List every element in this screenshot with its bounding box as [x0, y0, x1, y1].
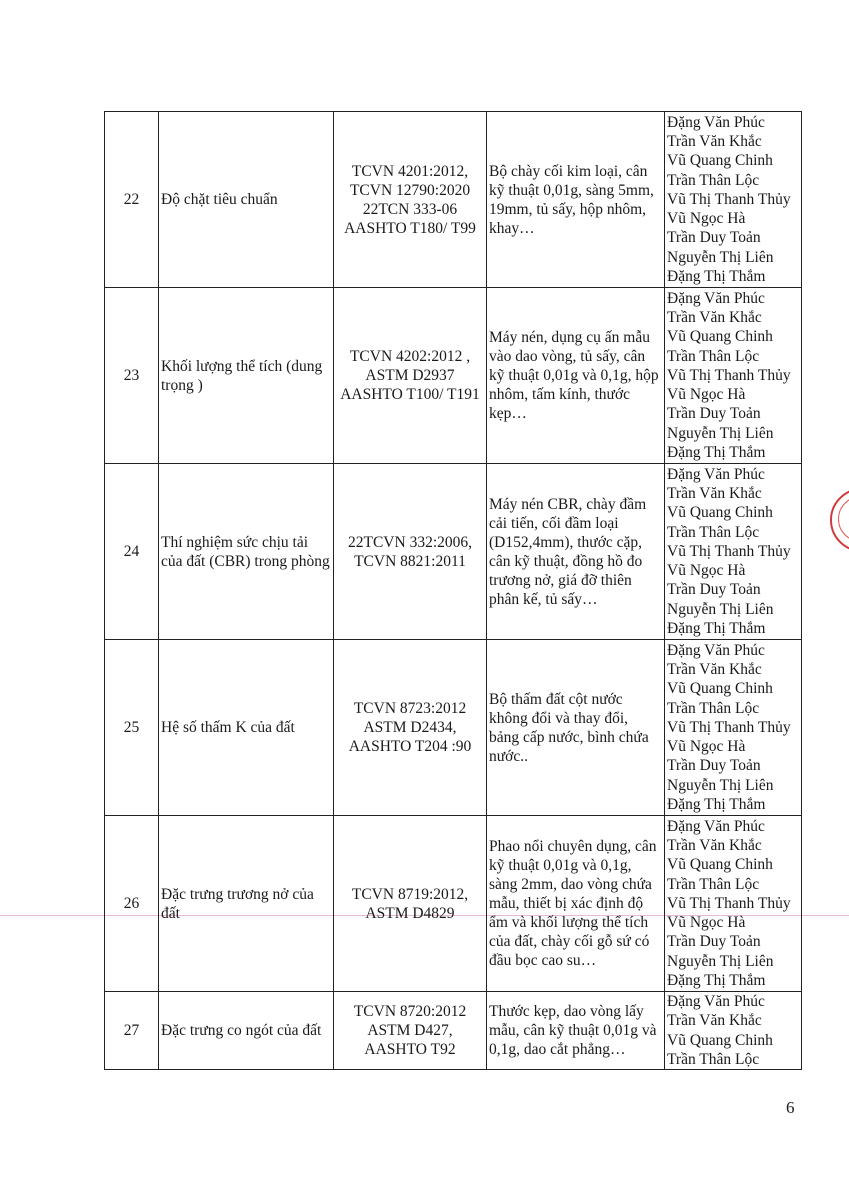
staff-name: Đặng Thị Thắm: [667, 619, 766, 637]
staff-name: Đặng Thị Thắm: [667, 443, 766, 461]
staff-name: Vũ Ngọc Hà: [667, 738, 746, 756]
staff-name: Vũ Quang Chinh: [667, 680, 773, 698]
staff-name: Trần Thân Lộc: [667, 523, 760, 541]
standard-code: ASTM D4829: [365, 904, 455, 922]
table-row: [105, 992, 802, 1070]
staff-name: Vũ Thị Thanh Thủy: [667, 542, 791, 560]
staff-name: Trần Thân Lộc: [667, 1050, 760, 1068]
test-methods-table: [104, 111, 802, 1070]
standard-code: TCVN 12790:2020: [349, 181, 471, 199]
staff-list: [665, 464, 802, 640]
test-name: Hệ số thấm K của đất: [159, 640, 334, 816]
staff-name: Vũ Thị Thanh Thủy: [667, 718, 791, 736]
staff-name: Vũ Quang Chinh: [667, 856, 773, 874]
staff-list: [665, 640, 802, 816]
staff-name: Trần Duy Toản: [667, 581, 761, 599]
row-number: 26: [105, 816, 159, 992]
standard-code: 22TCVN 332:2006,: [348, 533, 472, 551]
equipment-description: Máy nén CBR, chày đầm cải tiến, cối đầm loại (D152,4mm), thước cặp, cân kỹ thuật, đồng hồ đo trương nở, giá đỡ thiên phân kế, tủ sấy…: [487, 464, 665, 640]
staff-name: Trần Văn Khắc: [667, 309, 762, 327]
row-number: 27: [105, 992, 159, 1070]
staff-name: Nguyễn Thị Liên: [667, 248, 774, 266]
staff-name: Vũ Ngọc Hà: [667, 914, 746, 932]
staff-name: Đặng Văn Phúc: [667, 290, 765, 308]
standards-cell: [334, 816, 487, 992]
staff-name: Trần Duy Toản: [667, 757, 761, 775]
standard-code: TCVN 8723:2012: [353, 700, 467, 717]
standard-code: ASTM D2937: [365, 367, 455, 384]
staff-name: Trần Thân Lộc: [667, 875, 760, 893]
staff-name: Đặng Văn Phúc: [667, 642, 765, 660]
staff-name: Trần Thân Lộc: [667, 171, 760, 189]
staff-name: Đặng Thị Thắm: [667, 795, 766, 813]
staff-name: Trần Văn Khắc: [667, 133, 762, 151]
staff-name: Trần Văn Khắc: [667, 837, 762, 855]
standard-code: AASHTO T100/ T191: [340, 386, 480, 403]
staff-name: Nguyễn Thị Liên: [667, 776, 774, 794]
standard-code: TCVN 8720:2012: [353, 1003, 467, 1020]
standard-code: TCVN 4202:2012 ,: [349, 348, 471, 365]
staff-name: Vũ Thị Thanh Thủy: [667, 894, 791, 912]
table-row: [105, 288, 802, 464]
test-name: Khối lượng thể tích (dung trọng ): [159, 288, 334, 464]
row-number: 22: [105, 112, 159, 288]
standards-cell: [334, 464, 487, 640]
staff-name: Đặng Văn Phúc: [667, 466, 765, 484]
staff-list: [665, 992, 802, 1070]
staff-name: Trần Thân Lộc: [667, 347, 760, 365]
staff-name: Nguyễn Thị Liên: [667, 424, 774, 442]
staff-name: Trần Duy Toản: [667, 405, 761, 423]
standards-cell: [334, 992, 487, 1070]
test-name: Đặc trưng co ngót của đất: [159, 992, 334, 1070]
staff-name: Trần Văn Khắc: [667, 661, 762, 679]
staff-name: Nguyễn Thị Liên: [667, 600, 774, 618]
table-row: [105, 464, 802, 640]
standard-code: AASHTO T204 :90: [348, 738, 472, 755]
equipment-description: Máy nén, dụng cụ ấn mẫu vào dao vòng, tủ sấy, cân kỹ thuật 0,01g và 0,1g, hộp nhôm, tấm kính, thước kẹp…: [487, 288, 665, 464]
test-name: Đặc trưng trương nở của đất: [159, 816, 334, 992]
standard-code: AASHTO T180/ T99: [344, 219, 476, 237]
equipment-description: Bộ thấm đất cột nước không đổi và thay đổi, bảng cấp nước, bình chứa nước..: [487, 640, 665, 816]
test-name: Độ chặt tiêu chuẩn: [159, 112, 334, 288]
staff-name: Trần Văn Khắc: [667, 1012, 762, 1030]
equipment-description: Thước kẹp, dao vòng lấy mẫu, cân kỹ thuật 0,01g và 0,1g, dao cắt phẳng…: [487, 992, 665, 1070]
staff-name: Vũ Ngọc Hà: [667, 562, 746, 580]
staff-name: Vũ Ngọc Hà: [667, 210, 746, 228]
staff-list: [665, 816, 802, 992]
equipment-description: Bộ chày cối kim loại, cân kỹ thuật 0,01g, sàng 5mm, 19mm, tủ sấy, hộp nhôm, khay…: [487, 112, 665, 288]
table-row: [105, 640, 802, 816]
standard-code: ASTM D427,: [367, 1022, 453, 1039]
table-row: [105, 112, 802, 288]
standard-code: 22TCN 333-06: [362, 200, 458, 218]
staff-name: Vũ Ngọc Hà: [667, 386, 746, 404]
row-number: 23: [105, 288, 159, 464]
standard-code: TCVN 8821:2011: [354, 552, 466, 570]
standards-cell: [334, 640, 487, 816]
staff-name: Vũ Thị Thanh Thủy: [667, 190, 791, 208]
staff-name: Vũ Quang Chinh: [667, 328, 773, 346]
staff-name: Trần Thân Lộc: [667, 699, 760, 717]
staff-name: Trần Duy Toản: [667, 933, 761, 951]
staff-name: Vũ Quang Chinh: [667, 152, 773, 170]
test-name: Thí nghiệm sức chịu tải của đất (CBR) trong phòng: [159, 464, 334, 640]
standards-cell: [334, 288, 487, 464]
standard-code: TCVN 8719:2012,: [351, 885, 469, 903]
staff-name: Vũ Quang Chinh: [667, 504, 773, 522]
staff-name: Đặng Văn Phúc: [667, 818, 765, 836]
staff-name: Đặng Văn Phúc: [667, 114, 765, 132]
standard-code: ASTM D2434,: [363, 719, 457, 736]
staff-list: [665, 288, 802, 464]
staff-list: [665, 112, 802, 288]
staff-name: Trần Duy Toản: [667, 229, 761, 247]
standard-code: TCVN 4201:2012,: [351, 162, 469, 180]
staff-name: Đặng Văn Phúc: [667, 993, 765, 1011]
table-row: [105, 816, 802, 992]
page-number: 6: [786, 1098, 795, 1117]
staff-name: Đặng Thị Thắm: [667, 971, 766, 989]
row-number: 24: [105, 464, 159, 640]
equipment-description: Phao nổi chuyên dụng, cân kỹ thuật 0,01g và 0,1g, sàng 2mm, dao vòng chứa mẫu, thiết bị xác định độ ẩm và khối lượng thể tích của đất, chày cối gỗ sứ có đầu bọc cao su…: [487, 816, 665, 992]
staff-name: Đặng Thị Thắm: [667, 267, 766, 285]
row-number: 25: [105, 640, 159, 816]
staff-name: Trần Văn Khắc: [667, 485, 762, 503]
standards-cell: [334, 112, 487, 288]
staff-name: Vũ Thị Thanh Thủy: [667, 366, 791, 384]
staff-name: Nguyễn Thị Liên: [667, 952, 774, 970]
staff-name: Vũ Quang Chinh: [667, 1031, 773, 1049]
standard-code: AASHTO T92: [364, 1041, 456, 1058]
